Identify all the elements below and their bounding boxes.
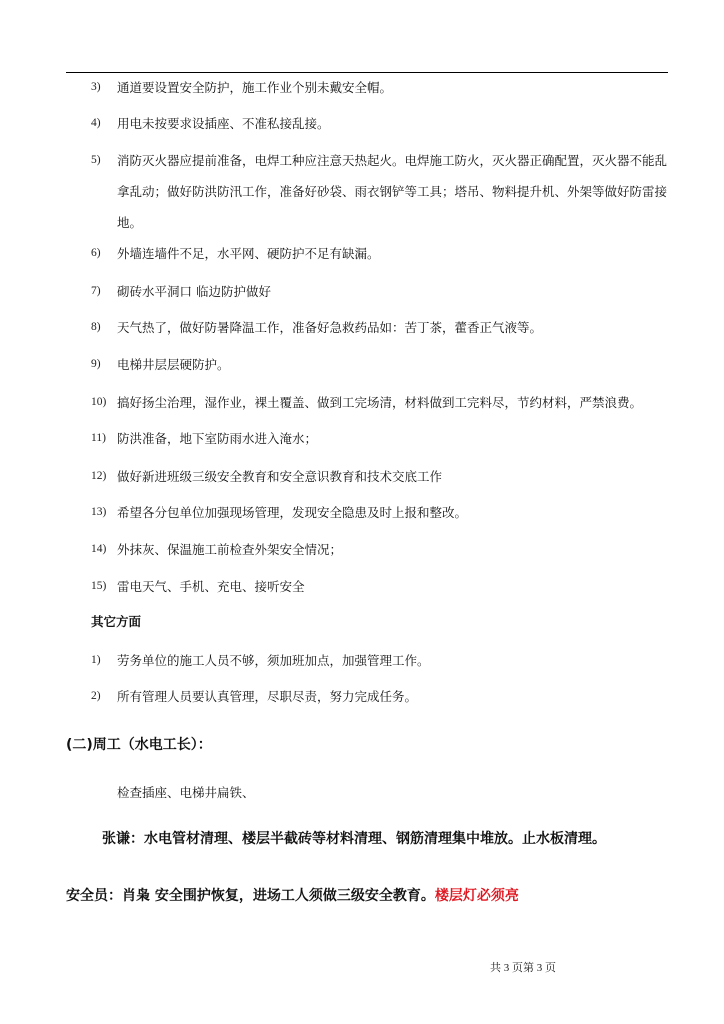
item-number: 15)	[91, 580, 107, 592]
item-text: 砌砖水平洞口 临边防护做好	[117, 284, 271, 299]
item-text: 外墙连墙件不足，水平网、硬防护不足有缺漏。	[117, 246, 380, 261]
list-item	[91, 72, 681, 103]
item-number: 5)	[91, 154, 101, 166]
item-text: 消防灭火器应提前准备，电焊工种应注意天热起火。电焊施工防火，灭火器正确配置，灭火器不能乱拿乱动；做好防洪防汛工作，准备好砂袋、雨衣钢铲等工具；塔吊、物料提升机、外架等做好防雷接地。	[117, 153, 668, 230]
item-text: 所有管理人员要认真管理，尽职尽责，努力完成任务。	[117, 689, 418, 704]
list-item	[91, 497, 681, 528]
list-item	[91, 108, 681, 139]
item-number: 6)	[91, 247, 101, 259]
item-number: 13)	[91, 506, 107, 518]
page-footer: 共 3 页第 3 页	[490, 962, 556, 974]
item-text: 外抹灰、保温施工前检查外架安全情况；	[117, 542, 343, 557]
item-text: 通道要设置安全防护，施工作业个别未戴安全帽。	[117, 80, 393, 95]
list-item	[91, 681, 681, 712]
list-item	[91, 461, 681, 492]
item-number: 8)	[91, 321, 101, 333]
list-item	[91, 238, 681, 269]
item-number: 10)	[91, 396, 107, 408]
assignment-main-text: 安全员：肖枭 安全围护恢复，进场工人须做三级安全教育。	[66, 888, 435, 904]
item-number: 12)	[91, 470, 107, 482]
item-text: 天气热了，做好防暑降温工作，准备好急救药品如：苦丁茶，藿香正气液等。	[117, 320, 543, 335]
item-text: 希望各分包单位加强现场管理，发现安全隐患及时上报和整改。	[117, 505, 468, 520]
assignment-safety-officer	[66, 885, 519, 905]
list-item	[91, 534, 681, 565]
list-item	[91, 387, 681, 418]
item-number: 3)	[91, 81, 101, 93]
assignment-red-text: 楼层灯必须亮	[434, 888, 519, 904]
list-item	[91, 312, 681, 343]
list-item	[91, 571, 681, 602]
list-item	[91, 349, 681, 380]
item-number: 11)	[91, 432, 106, 444]
task-text: 检查插座、电梯井扁铁、	[117, 785, 255, 800]
item-number: 4)	[91, 117, 101, 129]
item-text: 做好新进班级三级安全教育和安全意识教育和技术交底工作	[117, 469, 443, 484]
item-number: 7)	[91, 285, 101, 297]
item-text: 电梯井层层硬防护。	[117, 357, 230, 372]
item-text: 用电未按要求设插座、不准私接乱接。	[117, 116, 330, 131]
item-text: 防洪准备，地下室防雨水进入淹水；	[117, 431, 318, 446]
list-item	[91, 145, 681, 238]
item-text: 雷电天气、手机、充电、接听安全	[117, 579, 305, 594]
assignment-zhangqian: 张谦：水电管材清理、楼层半截砖等材料清理、钢筋清理集中堆放。止水板清理。	[102, 831, 606, 847]
item-number: 1)	[91, 654, 101, 666]
list-item	[91, 423, 681, 454]
item-text: 劳务单位的施工人员不够，须加班加点，加强管理工作。	[117, 653, 430, 668]
other-aspects-heading: 其它方面	[91, 614, 142, 629]
list-item	[91, 276, 681, 307]
item-text: 搞好扬尘治理，湿作业，裸土覆盖、做到工完场清，材料做到工完料尽，节约材料，严禁浪费。	[117, 395, 643, 410]
item-number: 9)	[91, 358, 101, 370]
item-number: 14)	[91, 543, 107, 555]
section-heading: (二)周工（水电工长）：	[66, 737, 212, 753]
item-number: 2)	[91, 690, 101, 702]
list-item	[91, 645, 681, 676]
